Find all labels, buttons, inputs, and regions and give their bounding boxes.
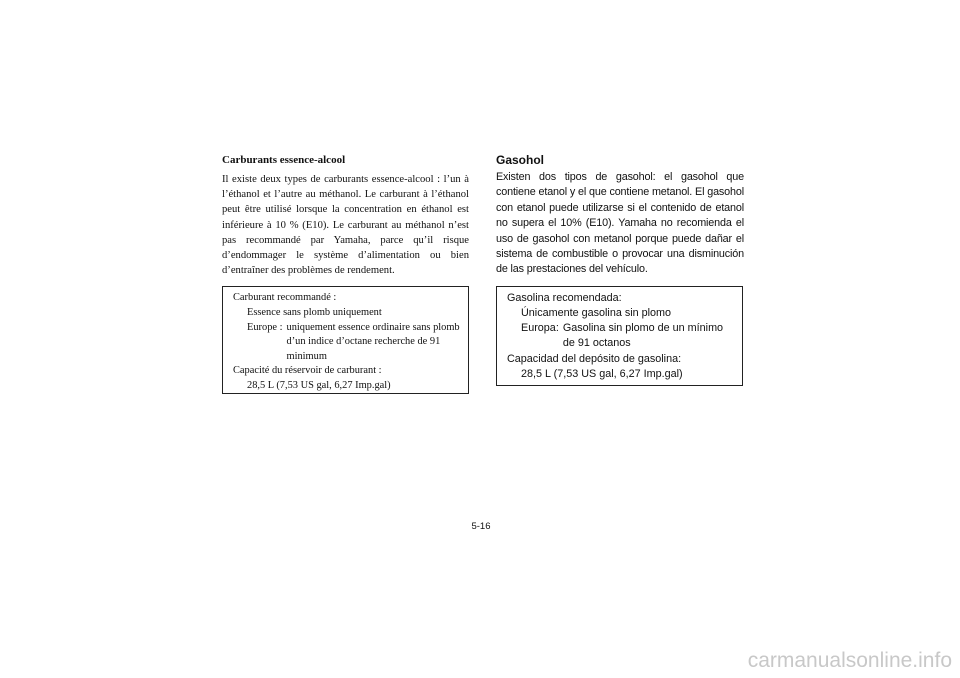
spanish-paragraph: Existen dos tipos de gasohol: el gasohol que contiene etanol y el que contiene metanol. El gasohol con etanol puede utilizarse si el contenido de etanol no supera el 10% (E10). Yamaha no recomienda el uso de gasohol con metanol porque puede dañar el sistema de combustible o provocar una disminución de las prestaciones del vehículo. <box>496 171 744 276</box>
spanish-fuel-label: Gasolina recomendada: <box>507 291 622 304</box>
french-region-label: Europe : <box>247 321 283 333</box>
french-fuel-label: Carburant recommandé : <box>233 292 337 304</box>
french-paragraph: Il existe deux types de carburants essence-alcool : l’un à l’éthanol et l’autre au méthanol. Le carburant à l’éthanol peut être utilisé lorsque la concentration en éthanol est inférieure à 10 % (E10). Le carburant au méthanol n’est pas recommandé par Yamaha, parce qu’il risque d’endommager le système d’alimentation ou bien d’entraîner des problèmes de rendement. <box>222 174 469 277</box>
spanish-region-value: Gasolina sin plomo de un mínimo de 91 octanos <box>562 322 724 350</box>
french-heading: Carburants essence-alcool <box>222 154 346 166</box>
spanish-spec-box <box>496 286 743 386</box>
spanish-region-row <box>507 321 736 351</box>
french-capacity-label: Capacité du réservoir de carburant : <box>233 365 382 377</box>
page-number: 5-16 <box>471 521 491 532</box>
french-region-row <box>233 321 462 365</box>
french-fuel-type: Essence sans plomb uniquement <box>247 307 382 319</box>
french-spec-box <box>222 286 469 394</box>
french-column <box>222 153 469 394</box>
spanish-capacity-value: 28,5 L (7,53 US gal, 6,27 Imp.gal) <box>521 367 683 380</box>
french-capacity-value: 28,5 L (7,53 US gal, 6,27 Imp.gal) <box>247 379 391 391</box>
spanish-heading: Gasohol <box>496 153 545 167</box>
french-region-value: uniquement essence ordinaire sans plomb d’un indice d’octane recherche de 91 minimum <box>286 321 460 362</box>
spanish-column <box>496 153 744 386</box>
spanish-fuel-type: Únicamente gasolina sin plomo <box>521 307 672 320</box>
watermark-text: carmanualsonline.info <box>747 649 952 672</box>
spanish-region-label: Europa: <box>521 322 559 335</box>
spanish-capacity-label: Capacidad del depósito de gasolina: <box>507 352 682 365</box>
